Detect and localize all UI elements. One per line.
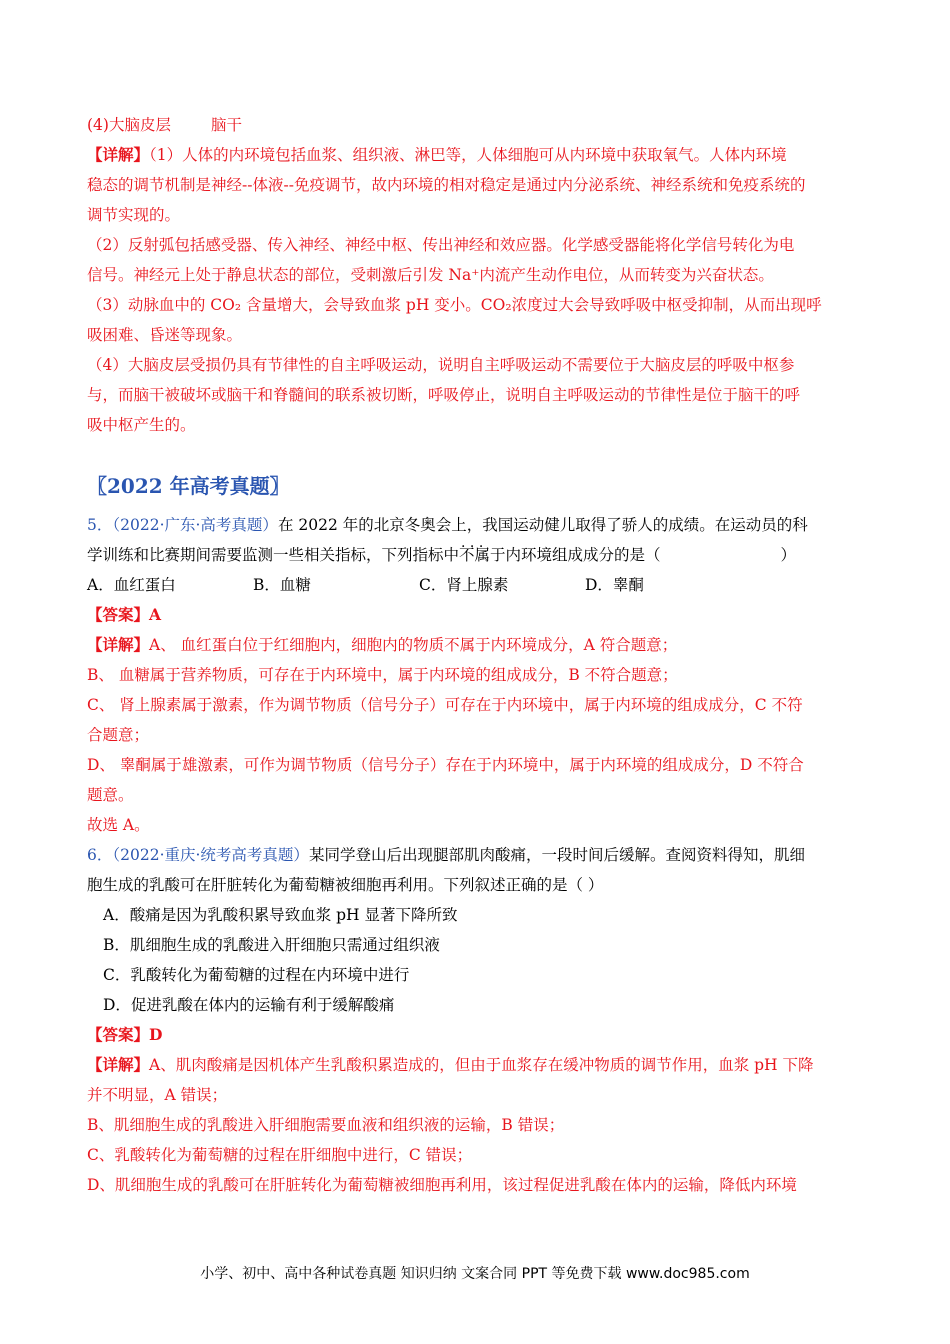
q6-answer: 【答案】D <box>87 1025 163 1044</box>
prev-detail-line: 稳态的调节机制是神经--体液--免疫调节，故内环境的相对稳定是通过内分泌系统、神经系统和免疫系统的 <box>87 176 806 194</box>
q6-option-b: B．肌细胞生成的乳酸进入肝细胞只需通过组织液 <box>103 936 440 954</box>
detail-text: A、肌肉酸痛是因机体产生乳酸积累造成的，但由于血浆存在缓冲物质的调节作用，血浆 pH 下降 <box>149 1056 814 1074</box>
page-footer: 小学、初中、高中各种试卷真题 知识归纳 文案合同 PPT 等免费下载 www.doc985.com <box>200 1266 750 1282</box>
question-stem: 学训练和比赛期间需要监测一些相关指标，下列指标中 <box>87 546 460 564</box>
q6-option-c: C．乳酸转化为葡萄糖的过程在内环境中进行 <box>103 966 410 984</box>
prev-detail-line: 与，而脑干被破坏或脑干和脊髓间的联系被切断，呼吸停止，说明自主呼吸运动的节律性是位于脑干的呼 <box>87 386 801 404</box>
q5-detail-line <box>87 630 863 660</box>
question-stem: 内环境组成成分的是（ <box>505 546 661 564</box>
option-b: B．血糖 <box>253 576 311 594</box>
detail-tag: 【详解】 <box>87 145 150 164</box>
q6-option-d: D．促进乳酸在体内的运输有利于缓解酸痛 <box>103 996 395 1014</box>
option-c: C．肾上腺素 <box>419 576 509 594</box>
q6-stem-line-1 <box>87 840 863 870</box>
prev-detail-line: 吸中枢产生的。 <box>87 416 196 434</box>
q6-detail-line: C、乳酸转化为葡萄糖的过程在肝细胞中进行，C 错误； <box>87 1146 473 1164</box>
q6-detail-line <box>87 1050 863 1080</box>
emphasis-dots-text: · · · 不属于 <box>459 546 506 564</box>
q5-stem-line-2 <box>87 540 863 570</box>
prev-detail-line: （2）反射弧包括感受器、传入神经、神经中枢、传出神经和效应器。化学感受器能将化学信号转化为电 <box>87 236 795 254</box>
detail-text: （1）人体的内环境包括血浆、组织液、淋巴等，人体细胞可从内环境中获取氧气。人体内环境 <box>149 146 787 164</box>
q5-detail-line: 题意。 <box>87 786 134 804</box>
answer-part-b: 脑干 <box>210 116 242 134</box>
option-d: D．睾酮 <box>585 576 644 594</box>
q5-detail-line: C、 肾上腺素属于激素，作为调节物质（信号分子）可存在于内环境中，属于内环境的组成成分，C 不符 <box>87 696 803 714</box>
prev-detail-line <box>87 140 863 170</box>
answer-part-a: (4)大脑皮层 <box>87 116 171 134</box>
prev-detail-line: （3）动脉血中的 CO₂ 含量增大，会导致血浆 pH 变小。CO₂浓度过大会导致呼吸中枢受抑制，从而出现呼 <box>87 296 822 314</box>
q6-detail-line: B、肌细胞生成的乳酸进入肝细胞需要血液和组织液的运输，B 错误； <box>87 1116 565 1134</box>
q5-options <box>87 570 863 600</box>
q5-detail-line: 合题意； <box>87 726 150 744</box>
prev-detail-line: 调节实现的。 <box>87 206 181 224</box>
question-number: 6． <box>87 846 113 864</box>
q6-detail-line: D、肌细胞生成的乳酸可在肝脏转化为葡萄糖被细胞再利用，该过程促进乳酸在体内的运输，降低内环境 <box>87 1176 797 1194</box>
detail-text: A、 血红蛋白位于红细胞内，细胞内的物质不属于内环境成分，A 符合题意； <box>149 636 678 654</box>
detail-tag: 【详解】 <box>87 1055 150 1074</box>
prev-detail-line: 吸困难、昏迷等现象。 <box>87 326 243 344</box>
q5-detail-line: 故选 A。 <box>87 816 150 834</box>
section-heading: 〖2022 年高考真题〗 <box>87 474 290 498</box>
question-stem: 某同学登山后出现腿部肌肉酸痛，一段时间后缓解。查阅资料得知，肌细 <box>308 846 805 864</box>
prev-answer-line-4 <box>87 110 863 140</box>
question-source: （2022·广东·高考真题） <box>112 516 278 534</box>
q5-answer: 【答案】A <box>87 605 162 624</box>
question-number: 5． <box>87 516 113 534</box>
prev-detail-line: （4）大脑皮层受损仍具有节律性的自主呼吸运动，说明自主呼吸运动不需要位于大脑皮层的呼吸中枢参 <box>87 356 795 374</box>
question-stem: ） <box>780 546 797 564</box>
q5-detail-line: D、 睾酮属于雄激素，可作为调节物质（信号分子）存在于内环境中，属于内环境的组成成分，D 不符合 <box>87 756 804 774</box>
detail-tag: 【详解】 <box>87 635 150 654</box>
prev-detail-line: 信号。神经元上处于静息状态的部位，受刺激后引发 Na⁺内流产生动作电位，从而转变为兴奋状态。 <box>87 266 774 284</box>
q6-option-a: A．酸痛是因为乳酸积累导致血浆 pH 显著下降所致 <box>103 906 458 924</box>
question-stem: 在 2022 年的北京冬奥会上，我国运动健儿取得了骄人的成绩。在运动员的科 <box>277 516 808 534</box>
option-a: A．血红蛋白 <box>87 576 176 594</box>
q6-stem-line-2: 胞生成的乳酸可在肝脏转化为葡萄糖被细胞再利用。下列叙述正确的是（ ） <box>87 876 604 894</box>
q5-detail-line: B、 血糖属于营养物质，可存在于内环境中，属于内环境的组成成分，B 不符合题意； <box>87 666 678 684</box>
q6-detail-line: 并不明显，A 错误； <box>87 1086 228 1104</box>
page-content <box>87 110 863 1200</box>
question-source: （2022·重庆·统考高考真题） <box>112 846 309 864</box>
